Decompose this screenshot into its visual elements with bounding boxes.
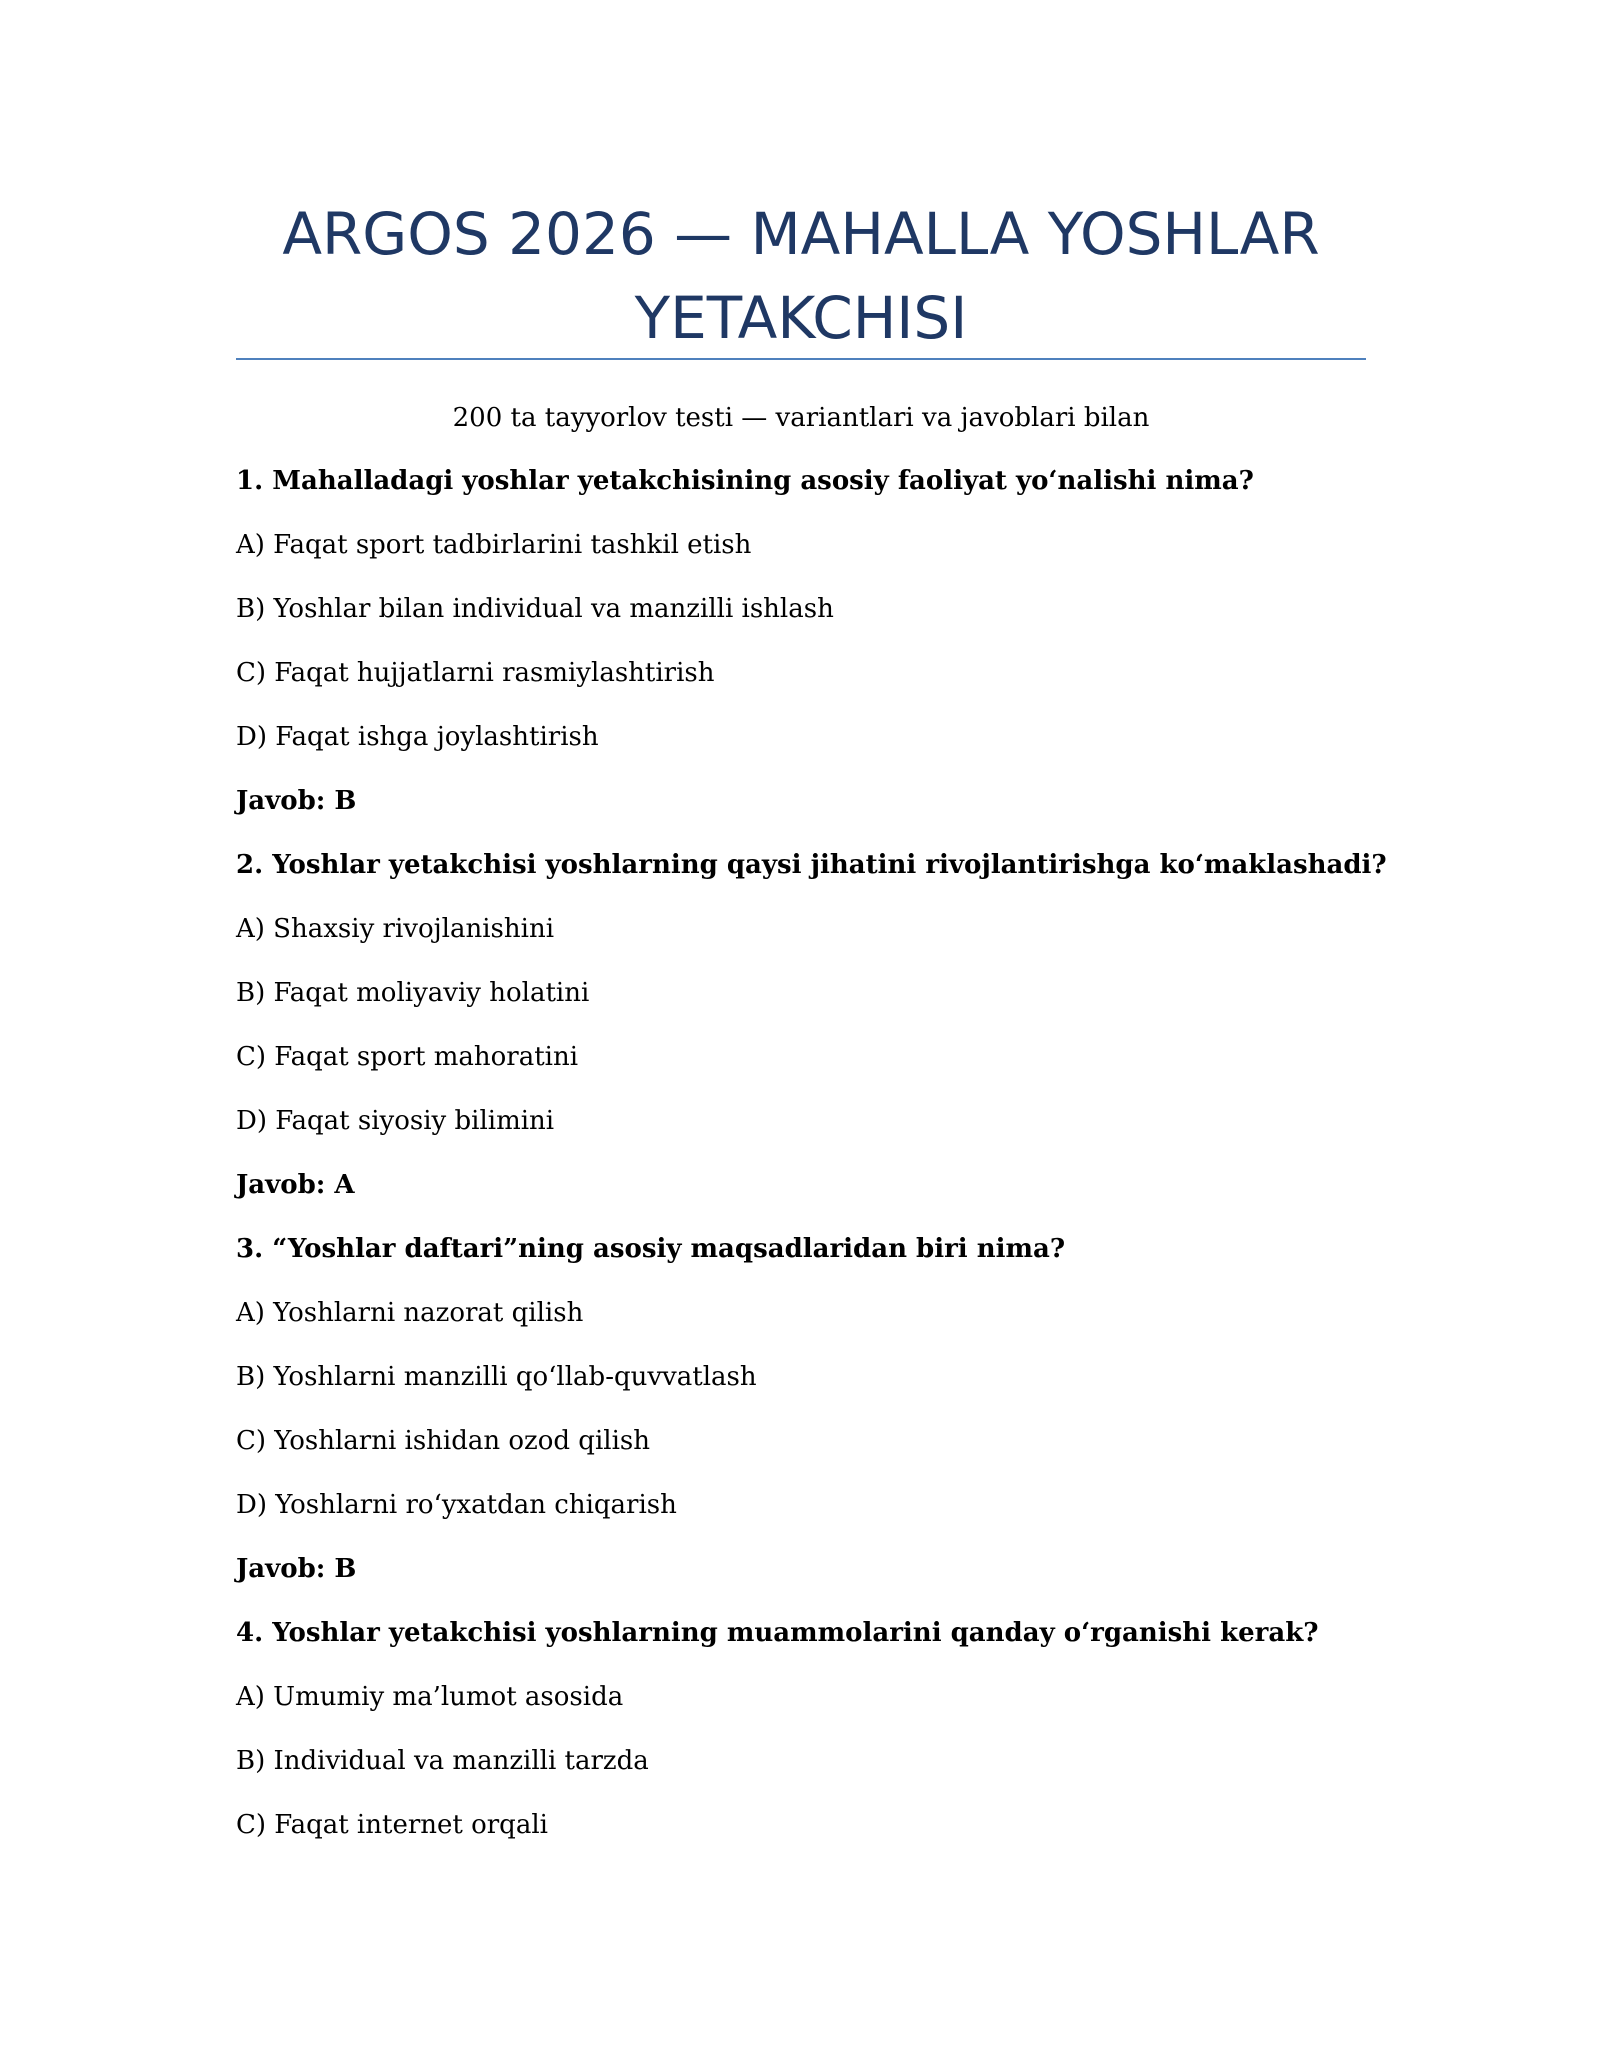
correct-answer: Javob: B	[236, 1554, 357, 1584]
answer-option: B) Individual va manzilli tarzda	[236, 1746, 649, 1776]
correct-answer: Javob: A	[236, 1170, 355, 1200]
answer-option: B) Yoshlar bilan individual va manzilli ishlash	[236, 594, 834, 624]
question-text: 3. “Yoshlar daftari”ning asosiy maqsadlaridan biri nima?	[236, 1234, 1066, 1264]
answer-option: B) Yoshlarni manzilli qo‘llab-quvvatlash	[236, 1362, 757, 1392]
answer-option: A) Umumiy ma’lumot asosida	[236, 1682, 624, 1712]
answer-option: C) Yoshlarni ishidan ozod qilish	[236, 1426, 650, 1456]
answer-option: D) Faqat siyosiy bilimini	[236, 1106, 555, 1136]
title-line-2: YETAKCHISI	[634, 284, 968, 352]
question-text: 1. Mahalladagi yoshlar yetakchisining asosiy faoliyat yo‘nalishi nima?	[236, 466, 1254, 496]
answer-option: C) Faqat hujjatlarni rasmiylashtirish	[236, 658, 715, 688]
document-title	[236, 192, 1366, 360]
document-subtitle: 200 ta tayyorlov testi — variantlari va javoblari bilan	[452, 403, 1150, 433]
question-text: 4. Yoshlar yetakchisi yoshlarning muammolarini qanday o‘rganishi kerak?	[236, 1618, 1319, 1648]
correct-answer: Javob: B	[236, 786, 357, 816]
answer-option: B) Faqat moliyaviy holatini	[236, 978, 590, 1008]
answer-option: A) Yoshlarni nazorat qilish	[236, 1298, 584, 1328]
title-line-1: ARGOS 2026 — MAHALLA YOSHLAR	[282, 200, 1320, 268]
answer-option: A) Faqat sport tadbirlarini tashkil etish	[236, 530, 752, 560]
answer-option: A) Shaxsiy rivojlanishini	[236, 914, 555, 944]
question-text: 2. Yoshlar yetakchisi yoshlarning qaysi jihatini rivojlantirishga ko‘maklashadi?	[236, 850, 1387, 880]
answer-option: D) Yoshlarni ro‘yxatdan chiqarish	[236, 1490, 677, 1520]
title-underline	[236, 358, 1366, 360]
answer-option: C) Faqat sport mahoratini	[236, 1042, 579, 1072]
question-list	[236, 463, 1387, 1871]
answer-option: D) Faqat ishga joylashtirish	[236, 722, 599, 752]
answer-option: C) Faqat internet orqali	[236, 1810, 548, 1840]
